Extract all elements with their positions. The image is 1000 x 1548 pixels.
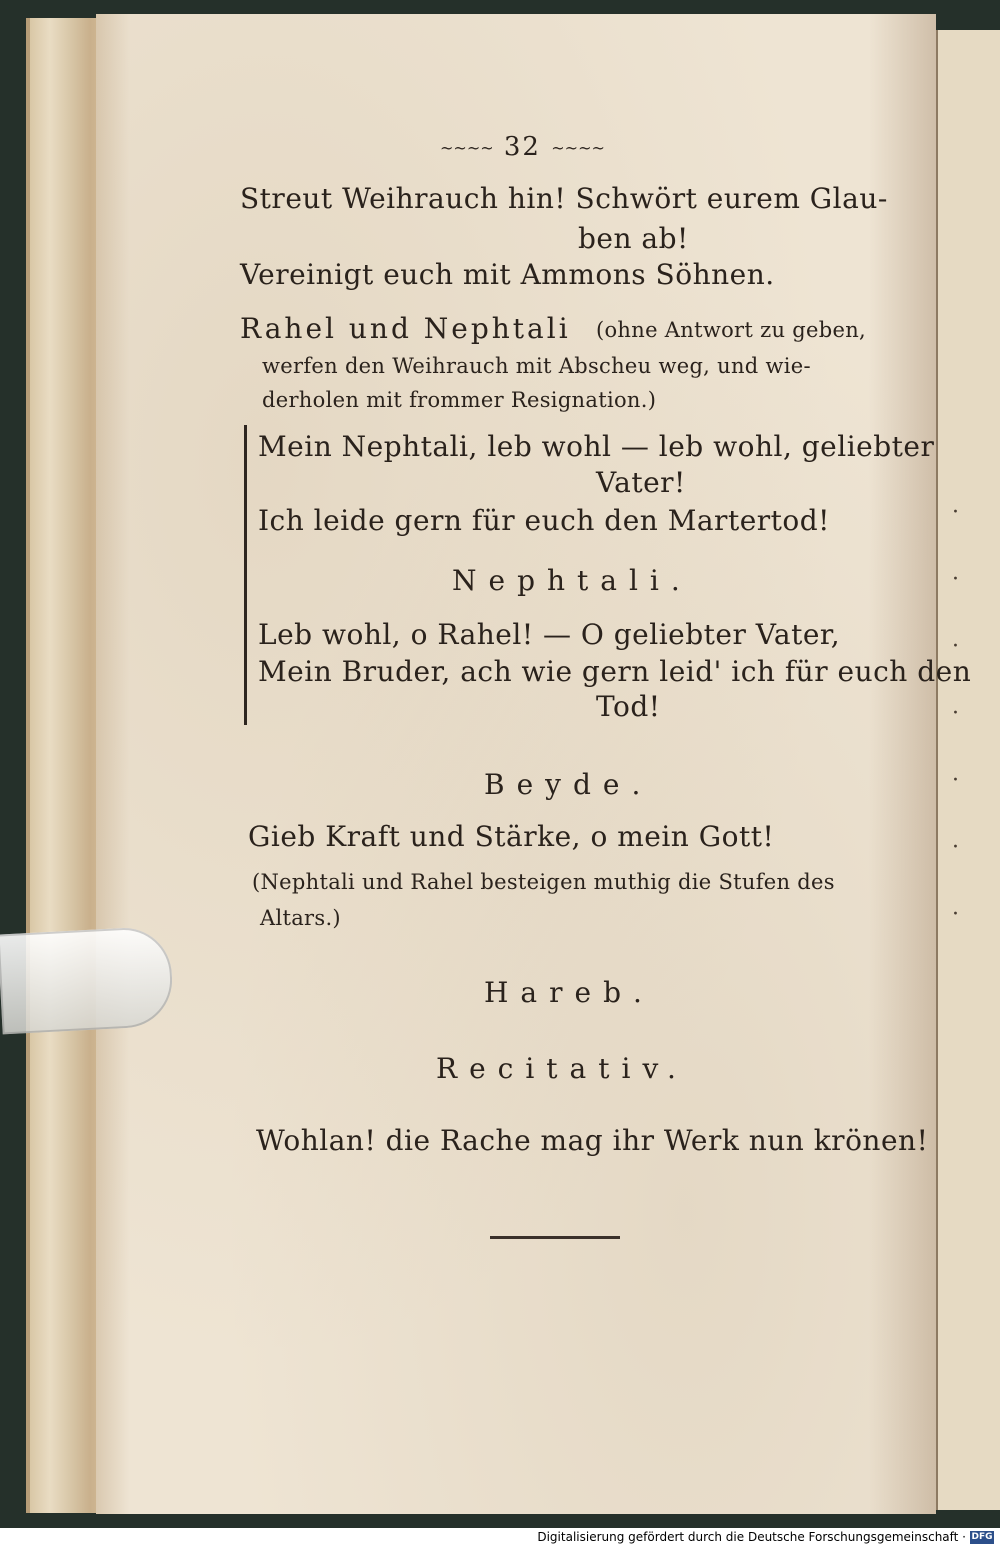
stage-direction: derholen mit frommer Resignation.) [262, 388, 657, 412]
dfg-logo-icon: DFG [971, 1532, 993, 1542]
text-line: Mein Bruder, ach wie gern leid' ich für euch den [258, 655, 972, 688]
ornament-left: ~~~~ [440, 138, 494, 158]
text-line: Vater! [596, 466, 686, 499]
verse-bracket [244, 425, 259, 725]
facing-page-marks: · · · · · · · [952, 500, 959, 927]
text-line: Vereinigt euch mit Ammons Söhnen. [240, 258, 775, 291]
page-number: 32 [503, 132, 541, 162]
book-page [96, 14, 936, 1514]
text-line: Leb wohl, o Rahel! — O geliebter Vater, [258, 618, 841, 651]
end-rule [490, 1236, 620, 1239]
text-line: ben ab! [578, 222, 689, 255]
text-line: Gieb Kraft und Stärke, o mein Gott! [248, 820, 775, 853]
speaker-name: Rahel und Nephtali [240, 312, 571, 345]
text-line: Streut Weihrauch hin! Schwört eurem Glau- [240, 182, 888, 215]
section-heading: Recitativ. [436, 1052, 688, 1085]
text-line: Mein Nephtali, leb wohl — leb wohl, geliebter [258, 430, 935, 463]
page-number-line [440, 132, 605, 162]
stage-direction: (ohne Antwort zu geben, [596, 318, 866, 342]
funding-credit: Digitalisierung gefördert durch die Deutsche Forschungsgemeinschaft · [537, 1530, 966, 1544]
footer-bar [0, 1528, 1000, 1548]
text-line: Tod! [596, 690, 661, 723]
page-clip [0, 926, 174, 1035]
stage-direction: (Nephtali und Rahel besteigen muthig die Stufen des [252, 870, 835, 894]
facing-page-edge [930, 30, 1000, 1510]
stage-direction: Altars.) [260, 906, 341, 930]
ornament-right: ~~~~ [551, 138, 605, 158]
speaker-name: Beyde. [484, 768, 653, 801]
stage-direction: werfen den Weihrauch mit Abscheu weg, und wie- [262, 354, 811, 378]
speaker-name: Nephtali. [452, 564, 692, 597]
text-line: Wohlan! die Rache mag ihr Werk nun krönen! [256, 1124, 929, 1157]
speaker-name: Hareb. [484, 976, 654, 1009]
text-line: Ich leide gern für euch den Martertod! [258, 504, 830, 537]
